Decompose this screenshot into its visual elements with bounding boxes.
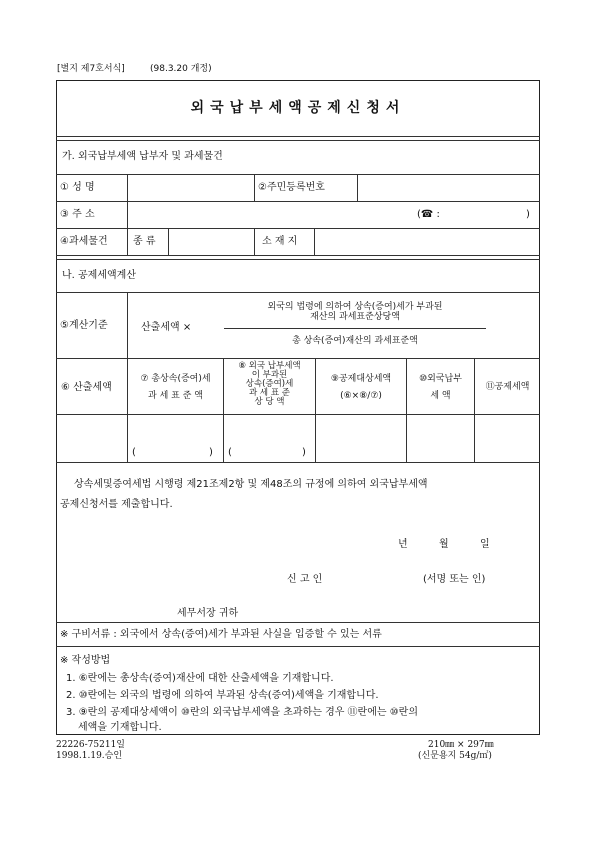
method-item-2: 2. ⑩란에는 외국의 법령에 의하여 부과된 상속(증여)세액을 기재합니다. xyxy=(66,690,379,701)
col9-header-line1: ⑨공제대상세액 xyxy=(330,374,392,384)
paper-type: (신문용지 54g/㎡) xyxy=(418,751,492,761)
deductible-tax-field[interactable] xyxy=(316,415,406,461)
form-number: [별지 제7호서식] xyxy=(57,64,125,74)
applicant-label: 신 고 인 xyxy=(287,574,323,585)
col7-header-line2: 과 세 표 준 액 xyxy=(148,391,203,401)
section-a-heading: 가. 외국납부세액 납부자 및 과세물건 xyxy=(62,151,223,162)
col9-header-line2: (⑥×⑧/⑦) xyxy=(340,391,382,401)
formula-numerator-2: 재산의 과세표준상당액 xyxy=(310,312,400,322)
col7-paren-open: ( xyxy=(132,447,136,458)
form-code: 22226-75211일 xyxy=(56,740,125,750)
date-year: 년 xyxy=(398,539,408,550)
col8-paren-close: ) xyxy=(302,447,306,458)
formula-prefix: 산출세액 × xyxy=(141,322,192,333)
attachments-note: ※ 구비서류 : 외국에서 상속(증여)세가 부과된 사실을 입증할 수 있는 서류 xyxy=(60,629,382,640)
col7-paren-close: ) xyxy=(209,447,213,458)
col10-header-line1: ⑩외국납부 xyxy=(419,374,462,384)
col8-header-line5: 상 당 액 xyxy=(254,397,285,407)
phone-close: ) xyxy=(526,209,530,220)
kind-field[interactable] xyxy=(169,229,253,254)
address-field[interactable] xyxy=(128,202,413,227)
page-title: 외국납부세액공제신청서 xyxy=(190,100,406,116)
kind-label: 종 류 xyxy=(133,236,156,247)
declaration-line-2: 공제신청서를 제출합니다. xyxy=(60,499,173,510)
name-label: ① 성 명 xyxy=(60,182,95,193)
col6-header: ⑥ 산출세액 xyxy=(61,382,112,393)
col8-header-line1: ⑧ 외국 납부세액 xyxy=(238,361,301,371)
declaration-line-1: 상속세및증여세법 시행령 제21조제2항 및 제48조의 규정에 의하여 외국납부세액 xyxy=(74,479,428,490)
formula-denominator: 총 상속(증여)재산의 과세표준액 xyxy=(292,336,418,346)
paper-size: 210㎜ × 297㎜ xyxy=(428,740,494,750)
col7-header-line1: ⑦ 총상속(증여)세 xyxy=(140,374,211,384)
section-b-heading: 나. 공제세액계산 xyxy=(62,270,136,281)
name-field[interactable] xyxy=(128,175,253,200)
col8-header-line4: 과 세 표 준 xyxy=(249,388,290,398)
rrn-label: ②주민등록번호 xyxy=(258,182,325,193)
col11-header: ⑪공제세액 xyxy=(485,382,530,392)
computed-tax-field[interactable] xyxy=(57,415,126,461)
credit-amount-field[interactable] xyxy=(475,415,539,461)
applicant-field[interactable] xyxy=(335,568,415,586)
method-heading: ※ 작성방법 xyxy=(60,655,111,666)
method-item-3-line2: 세액을 기재합니다. xyxy=(78,722,162,733)
revision-date: (98.3.20 개정) xyxy=(150,64,212,74)
date-day: 일 xyxy=(480,539,490,550)
formula-numerator-1: 외국의 법령에 의하여 상속(증여)세가 부과된 xyxy=(267,302,443,312)
object-label: ④과세물건 xyxy=(60,236,108,247)
col8-header-line2: 이 부과된 xyxy=(251,370,288,380)
rrn-field[interactable] xyxy=(358,175,538,200)
sign-label: (서명 또는 인) xyxy=(423,574,486,585)
recipient: 세무서장 귀하 xyxy=(177,608,239,619)
phone-label: (☎ : xyxy=(417,209,440,220)
col8-header-line3: 상속(증여)세 xyxy=(245,379,294,389)
date-month: 월 xyxy=(439,539,449,550)
method-item-3-line1: 3. ⑨란의 공제대상세액이 ⑩란의 외국납부세액을 초과하는 경우 ⑪란에는 ⑩란의 xyxy=(66,707,419,718)
approval-date: 1998.1.19.승인 xyxy=(56,751,123,761)
location-field[interactable] xyxy=(315,229,538,254)
location-label: 소 재 지 xyxy=(262,236,298,247)
phone-field[interactable] xyxy=(445,202,525,227)
col10-header-line2: 세 액 xyxy=(430,391,451,401)
basis-label: ⑤계산기준 xyxy=(60,320,108,331)
address-label: ③ 주 소 xyxy=(60,209,95,220)
method-item-1: 1. ⑥란에는 총상속(증여)재산에 대한 산출세액을 기재합니다. xyxy=(66,673,334,684)
foreign-paid-tax-field[interactable] xyxy=(407,415,474,461)
col8-paren-open: ( xyxy=(228,447,232,458)
